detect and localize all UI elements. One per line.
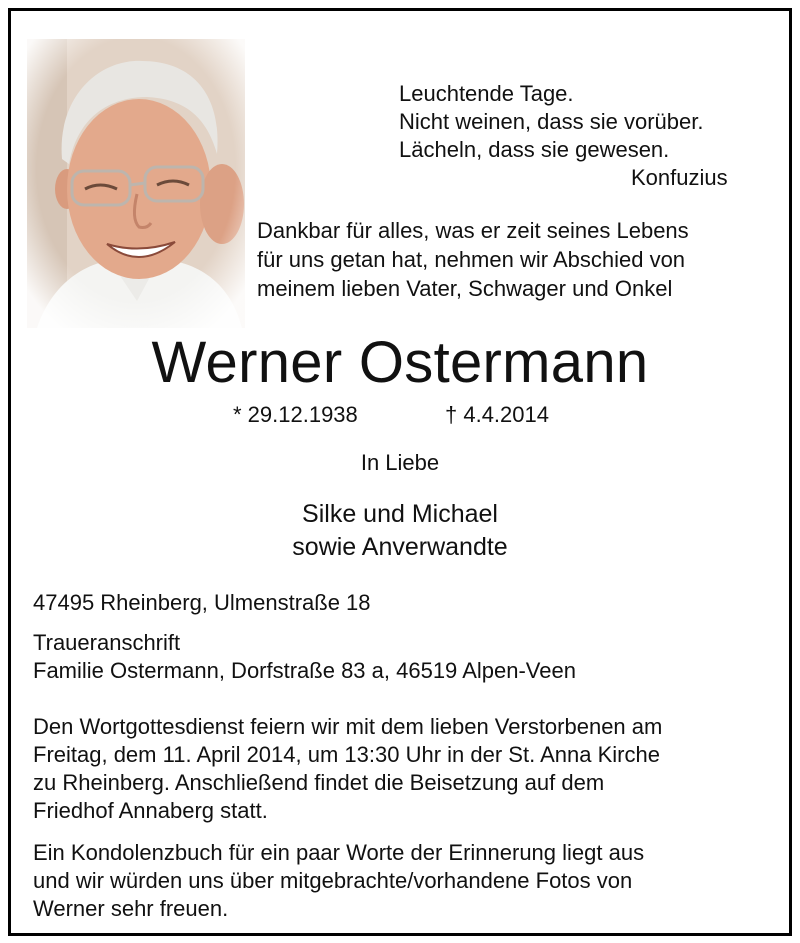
intro-line: meinem lieben Vater, Schwager und Onkel — [257, 276, 673, 301]
condolence-info — [33, 839, 644, 923]
closing-phrase: In Liebe — [360, 450, 440, 475]
quote-line: Lächeln, dass sie gewesen. — [399, 137, 670, 162]
condolence-line: und wir würden uns über mitgebrachte/vorhandene Fotos von — [33, 868, 633, 893]
death-date: † 4.4.2014 — [445, 402, 549, 427]
service-info — [33, 713, 662, 825]
condolence-line: Werner sehr freuen. — [33, 896, 229, 921]
quote-author: Konfuzius — [631, 165, 728, 190]
portrait-photo-icon — [27, 39, 245, 328]
mourning-address — [33, 629, 576, 685]
family-line: sowie Anverwandte — [292, 533, 508, 561]
family-line: Silke und Michael — [302, 500, 498, 528]
family-signature — [0, 498, 800, 564]
condolence-line: Ein Kondolenzbuch für ein paar Worte der Erinnerung liegt aus — [33, 840, 645, 865]
home-address: 47495 Rheinberg, Ulmenstraße 18 — [33, 590, 371, 615]
quote-line: Leuchtende Tage. — [399, 81, 574, 106]
quote-block — [399, 80, 728, 192]
service-line: Den Wortgottesdienst feiern wir mit dem lieben Verstorbenen am — [33, 714, 663, 739]
intro-line: für uns getan hat, nehmen wir Abschied von — [257, 247, 686, 272]
mourning-address-value: Familie Ostermann, Dorfstraße 83 a, 46519 Alpen-Veen — [33, 658, 576, 683]
service-line: Freitag, dem 11. April 2014, um 13:30 Uhr in der St. Anna Kirche — [33, 742, 660, 767]
quote-line: Nicht weinen, dass sie vorüber. — [399, 109, 704, 134]
deceased-name: Werner Ostermann — [151, 330, 649, 395]
service-line: zu Rheinberg. Anschließend findet die Beisetzung auf dem — [33, 770, 605, 795]
intro-line: Dankbar für alles, was er zeit seines Lebens — [257, 218, 689, 243]
intro-text — [257, 216, 689, 303]
birth-date: * 29.12.1938 — [233, 402, 358, 427]
mourning-address-label: Traueranschrift — [33, 630, 181, 655]
service-line: Friedhof Annaberg statt. — [33, 798, 268, 823]
portrait-photo — [27, 39, 245, 328]
